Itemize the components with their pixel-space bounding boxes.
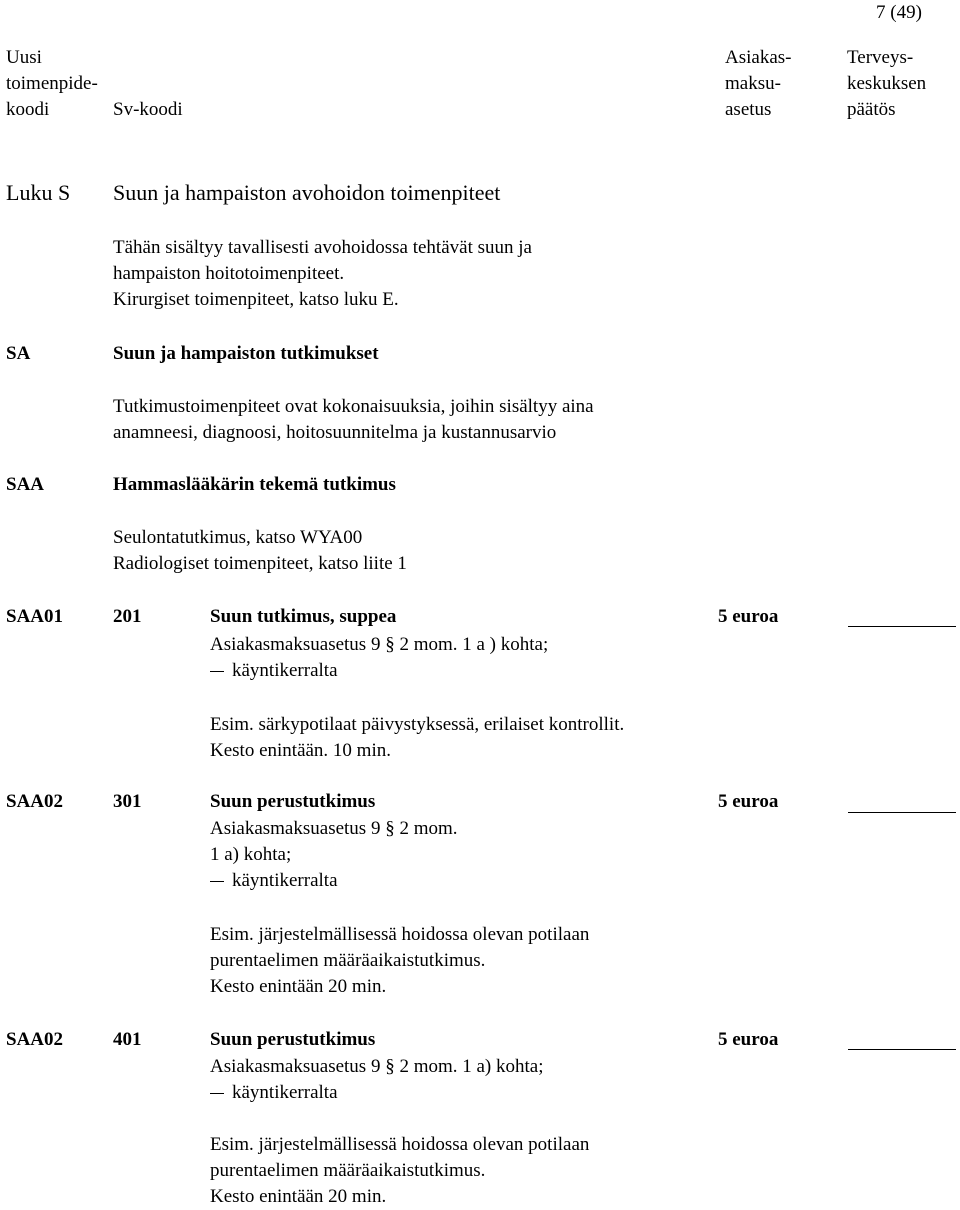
subsection-code: SAA xyxy=(6,474,45,495)
charge-basis: käyntikerralta xyxy=(232,1082,338,1103)
procedure-code: SAA01 xyxy=(6,606,64,627)
note-line2: Kesto enintään. 10 min. xyxy=(210,740,391,761)
charge-basis: käyntikerralta xyxy=(232,870,338,891)
header-new-code-line1: Uusi xyxy=(6,47,42,68)
regulation-ref: Asiakasmaksuasetus 9 § 2 mom. 1 a) kohta; xyxy=(210,1056,544,1077)
header-hc-decision-line3: päätös xyxy=(847,99,896,120)
note-line3: Kesto enintään 20 min. xyxy=(210,976,387,997)
subsection-title: Hammaslääkärin tekemä tutkimus xyxy=(113,474,396,495)
decision-blank-line xyxy=(848,812,956,813)
chapter-desc-line2: hampaiston hoitotoimenpiteet. xyxy=(113,263,345,284)
header-fee-decree-line1: Asiakas- xyxy=(725,47,792,68)
procedure-code: SAA02 xyxy=(6,1029,64,1050)
regulation-ref-line2: 1 a) kohta; xyxy=(210,844,292,865)
sv-code: 301 xyxy=(113,791,142,812)
sv-code: 201 xyxy=(113,606,142,627)
note-line2: purentaelimen määräaikaistutkimus. xyxy=(210,1160,486,1181)
header-fee-decree-line2: maksu- xyxy=(725,73,781,94)
decision-blank-line xyxy=(848,626,956,627)
section-code: SA xyxy=(6,343,31,364)
procedure-fee: 5 euroa xyxy=(718,606,779,627)
note-line1: Esim. särkypotilaat päivystyksessä, erilaiset kontrollit. xyxy=(210,714,625,735)
regulation-ref-line1: Asiakasmaksuasetus 9 § 2 mom. xyxy=(210,818,458,839)
dash-bullet xyxy=(210,1093,224,1094)
procedure-code: SAA02 xyxy=(6,791,64,812)
section-desc-line1: Tutkimustoimenpiteet ovat kokonaisuuksia, joihin sisältyy aina xyxy=(113,396,594,417)
chapter-desc-line3: Kirurgiset toimenpiteet, katso luku E. xyxy=(113,289,399,310)
procedure-title: Suun tutkimus, suppea xyxy=(210,606,397,627)
header-new-code-line2: toimenpide- xyxy=(6,73,98,94)
note-line2: purentaelimen määräaikaistutkimus. xyxy=(210,950,486,971)
section-desc-line2: anamneesi, diagnoosi, hoitosuunnitelma ja kustannusarvio xyxy=(113,422,557,443)
header-sv-code: Sv-koodi xyxy=(113,99,183,120)
header-hc-decision-line2: keskuksen xyxy=(847,73,927,94)
procedure-title: Suun perustutkimus xyxy=(210,791,376,812)
sv-code: 401 xyxy=(113,1029,142,1050)
chapter-title: Suun ja hampaiston avohoidon toimenpiteet xyxy=(113,180,501,205)
dash-bullet xyxy=(210,881,224,882)
chapter-desc-line1: Tähän sisältyy tavallisesti avohoidossa tehtävät suun ja xyxy=(113,237,532,258)
header-new-code-line3: koodi xyxy=(6,99,50,120)
note-line3: Kesto enintään 20 min. xyxy=(210,1186,387,1207)
section-title: Suun ja hampaiston tutkimukset xyxy=(113,343,379,364)
procedure-fee: 5 euroa xyxy=(718,791,779,812)
regulation-ref: Asiakasmaksuasetus 9 § 2 mom. 1 a ) kohta; xyxy=(210,634,549,655)
page-number: 7 (49) xyxy=(876,2,922,23)
header-fee-decree-line3: asetus xyxy=(725,99,772,120)
subsection-ref-line2: Radiologiset toimenpiteet, katso liite 1 xyxy=(113,553,407,574)
chapter-code: Luku S xyxy=(6,180,71,205)
subsection-ref-line1: Seulontatutkimus, katso WYA00 xyxy=(113,527,363,548)
dash-bullet xyxy=(210,671,224,672)
note-line1: Esim. järjestelmällisessä hoidossa olevan potilaan xyxy=(210,1134,590,1155)
decision-blank-line xyxy=(848,1049,956,1050)
header-hc-decision-line1: Terveys- xyxy=(847,47,914,68)
charge-basis: käyntikerralta xyxy=(232,660,338,681)
procedure-title: Suun perustutkimus xyxy=(210,1029,376,1050)
note-line1: Esim. järjestelmällisessä hoidossa olevan potilaan xyxy=(210,924,590,945)
procedure-fee: 5 euroa xyxy=(718,1029,779,1050)
